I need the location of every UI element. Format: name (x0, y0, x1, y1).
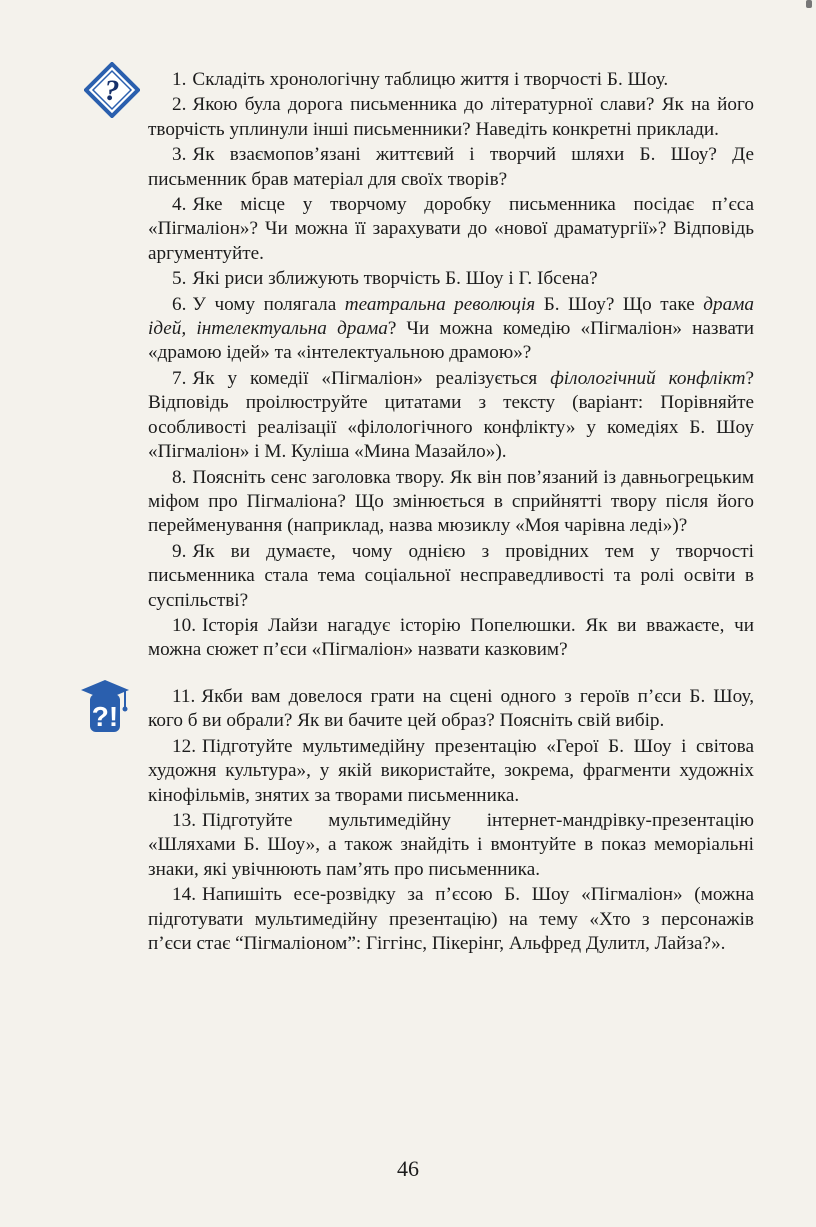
question-number: 4. (172, 194, 187, 216)
question-number: 9. (172, 540, 187, 562)
question-item (148, 293, 754, 366)
question-item (148, 735, 754, 808)
page-number: 46 (397, 1156, 419, 1181)
question-item (148, 193, 754, 266)
question-number: 10. (172, 614, 196, 636)
question-item (148, 93, 754, 142)
question-number: 6. (172, 293, 187, 315)
question-number: 8. (172, 466, 187, 488)
question-number: 3. (172, 144, 187, 166)
question-item (148, 614, 754, 663)
question-text: Б. Шоу? Що таке (535, 293, 704, 315)
question-text: Підготуйте мультимедійну інтернет-мандрівку-презентацію «Шляхами Б. Шоу», а також знайдіть і вмонтуйте в показ меморіальні знаки, які увічнюють пам’ять про письменника. (148, 810, 754, 880)
graduation-cap-question-icon (80, 678, 130, 736)
question-text: Підготуйте мультимедійну презентацію «Герої Б. Шоу і світова художня культура», у якій використайте, зокрема, фрагменти художніх кінофільмів, знятих за творами письменника. (148, 735, 754, 806)
question-text: ? Чи можна комедію «Пігмаліон» назвати «драмою ідей» та «інтелектуальною драмою»? (148, 318, 754, 364)
question-item (148, 540, 754, 613)
question-term: драма ідей, інтелектуальна драма (148, 293, 754, 340)
svg-text:?!: ?! (91, 701, 119, 732)
question-term: театральна революція (344, 293, 536, 315)
question-text: Якою була дорога письменника до літературної слави? Як на його творчість уплинули інші письменники? Наведіть конкретні приклади. (148, 94, 754, 140)
question-number: 13. (172, 810, 196, 832)
question-text: Які риси зближують творчість Б. Шоу і Г. Ібсена? (192, 268, 598, 290)
question-term: філологічний конфлікт (550, 367, 746, 389)
question-number: 11. (172, 686, 196, 707)
question-number: 14. (172, 884, 196, 906)
question-diamond-icon (84, 62, 140, 118)
question-number: 1. (172, 69, 187, 90)
question-text: Якби вам довелося грати на сцені одного з героїв п’єси Б. Шоу, кого б ви обрали? Як ви бачите цей образ? Поясніть свій вибір. (148, 686, 754, 732)
question-text: ? Відповідь проілюструйте цитатами з тексту (варіант: Порівняйте особливості реалізації «філологічного конфлікту» у комедіях Б. Шоу «Пігмаліон» і М. Куліша «Мина Мазайло»). (148, 367, 754, 463)
question-item (148, 809, 754, 882)
questions-block-2 (148, 685, 754, 957)
question-text: Напишіть есе-розвідку за п’єсою Б. Шоу «Пігмаліон» (можна підготувати мультимедійну презентацію) на тему «Хто з персонажів п’єси стає “Пігмаліоном”: Гіггінс, Пікерінг, Альфред Дулитл, Лайза?». (148, 884, 754, 955)
question-text: Поясніть сенс заголовка твору. Як він пов’язаний із давньогрецьким міфом про Пігмаліона? Що змінюється в сприйнятті твору після його перейменування (наприклад, назва мюзиклу «Моя чарівна леді»)? (148, 466, 754, 537)
scan-mark (806, 0, 812, 8)
svg-text:?: ? (104, 74, 120, 107)
question-text: Як взаємопов’язані життєвий і творчий шляхи Б. Шоу? Де письменник брав матеріал для своїх творів? (148, 144, 754, 190)
question-number: 2. (172, 94, 187, 116)
question-number: 7. (172, 367, 187, 389)
questions-block-1 (148, 68, 754, 664)
question-text: У чому полягала (192, 293, 345, 315)
question-text: Історія Лайзи нагадує історію Попелюшки. Як ви вважаєте, чи можна сюжет п’єси «Пігмаліон» назвати казковим? (148, 614, 754, 661)
question-number: 12. (172, 735, 196, 757)
question-item (148, 883, 754, 956)
question-item (148, 267, 754, 291)
question-number: 5. (172, 268, 187, 290)
question-item (148, 143, 754, 192)
question-text: Як у комедії «Пігмаліон» реалізується (192, 367, 551, 389)
question-text: Як ви думаєте, чому однією з провідних тем у творчості письменника стала тема соціальної несправедливості та ролі освіти в суспільстві? (148, 540, 754, 611)
question-text: Яке місце у творчому доробку письменника посідає п’єса «Пігмаліон»? Чи можна її зарахувати до «нової драматургії»? Відповідь аргументуйте. (148, 194, 754, 264)
question-item (148, 466, 754, 539)
question-item (148, 367, 754, 465)
question-text: Складіть хронологічну таблицю життя і творчості Б. Шоу. (192, 69, 669, 90)
question-item (148, 68, 754, 92)
question-item (148, 685, 754, 734)
